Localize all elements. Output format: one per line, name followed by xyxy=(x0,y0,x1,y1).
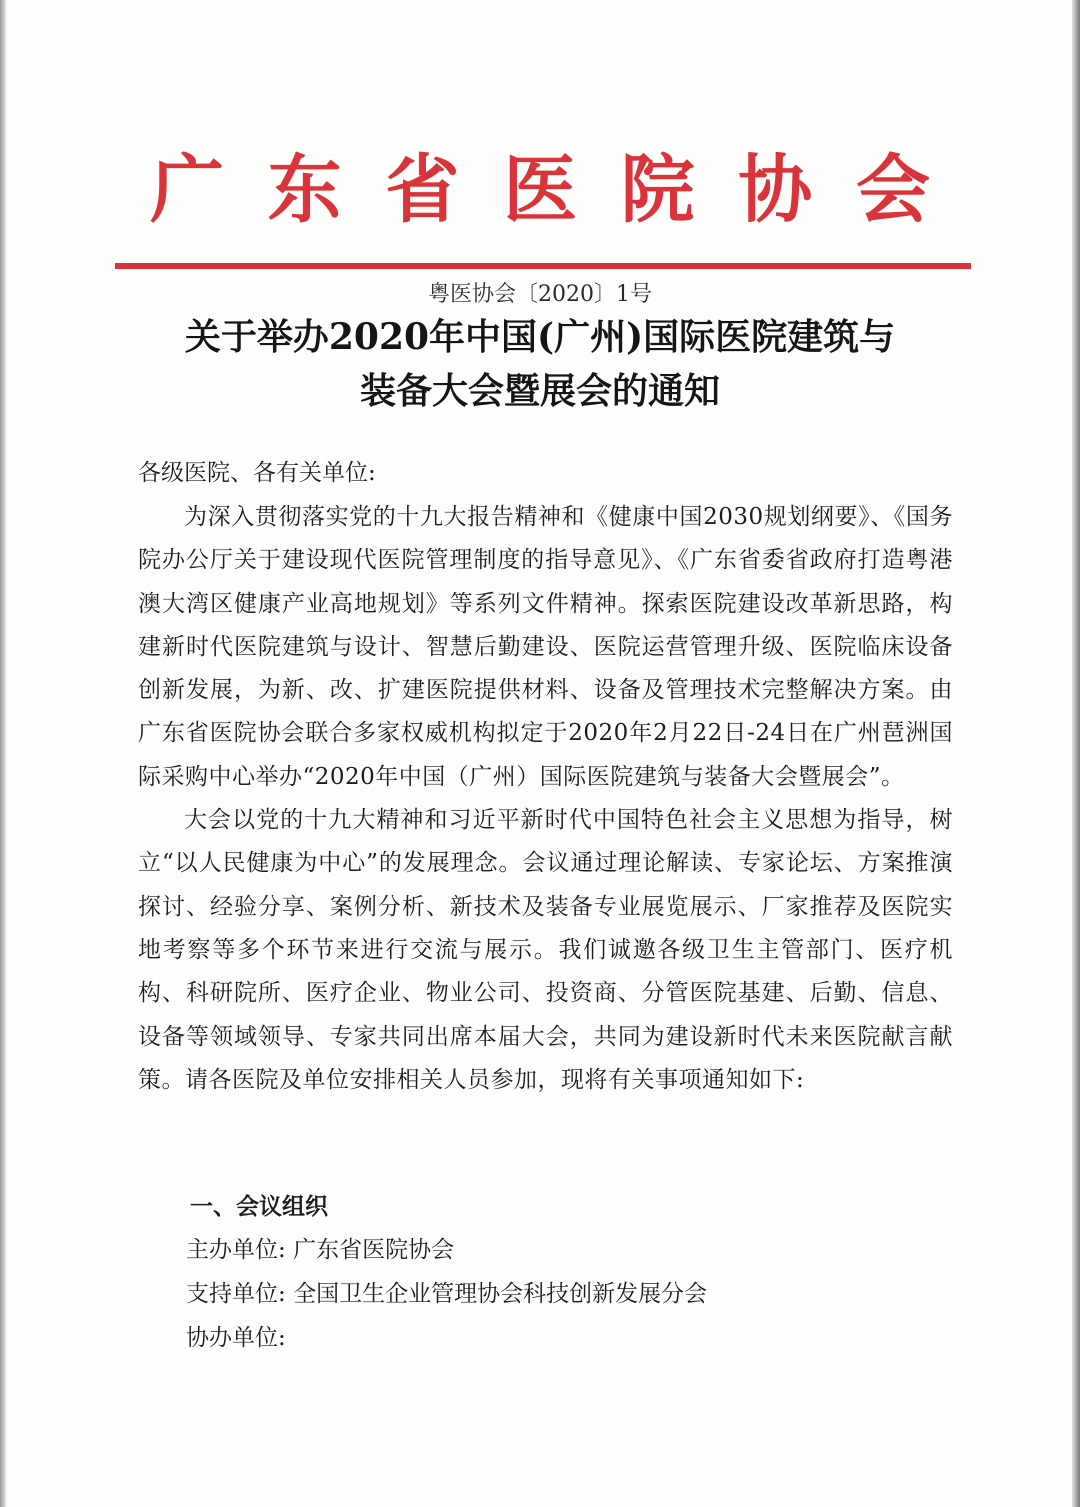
organization-letterhead xyxy=(150,140,930,240)
letterhead-char: 医 xyxy=(502,147,577,233)
host-line xyxy=(186,1228,707,1272)
coorganizer-label: 协办单位: xyxy=(186,1325,286,1351)
salutation: 各级医院、各有关单位: xyxy=(138,460,376,486)
document-number: 粤医协会〔2020〕1号 xyxy=(428,282,652,307)
document-title-line-1: 关于举办2020年中国(广州)国际医院建筑与 xyxy=(184,316,896,358)
organization-list xyxy=(186,1228,707,1360)
letterhead-char: 省 xyxy=(385,147,460,233)
paragraph-1: 为深入贯彻落实党的十九大报告精神和《健康中国2030规划纲要》、《国务院办公厅关于建设现代医院管理制度的指导意见》、《广东省委省政府打造粤港澳大湾区健康产业高地规划》等系列文件精神。探索医院建设改革新思路，构建新时代医院建筑与设计、智慧后勤建设、医院运营管理升级、医院临床设备创新发展，为新、改、扩建医院提供材料、设备及管理技术完整解决方案。由广东省医院协会联合多家权威机构拟定于2020年2月22日-24日在广州琶洲国际采购中心举办“2020年中国（广州）国际医院建筑与装备大会暨展会”。 xyxy=(138,504,953,790)
body-text xyxy=(138,496,953,1102)
page-left-edge-shadow xyxy=(0,0,6,1507)
support-label: 支持单位: xyxy=(186,1281,286,1307)
letterhead-char: 东 xyxy=(267,147,342,233)
letterhead-red-rule xyxy=(115,263,971,269)
document-title xyxy=(100,310,980,418)
support-line xyxy=(186,1272,707,1316)
section-heading-meeting-organization: 一、会议组织 xyxy=(190,1194,328,1220)
paragraph-2: 大会以党的十九大精神和习近平新时代中国特色社会主义思想为指导，树立“以人民健康为中心”的发展理念。会议通过理论解读、专家论坛、方案推演探讨、经验分享、案例分析、新技术及装备专业展览展示、厂家推荐及医院实地考察等多个环节来进行交流与展示。我们诚邀各级卫生主管部门、医疗机构、科研院所、医疗企业、物业公司、投资商、分管医院基建、后勤、信息、设备等领域领导、专家共同出席本届大会，共同为建设新时代未来医院献言献策。请各医院及单位安排相关人员参加，现将有关事项通知如下: xyxy=(138,807,953,1093)
host-value: 广东省医院协会 xyxy=(293,1237,455,1263)
coorganizer-line xyxy=(186,1316,707,1360)
letterhead-char: 协 xyxy=(738,147,813,233)
letterhead-char: 广 xyxy=(150,147,224,233)
letterhead-char: 会 xyxy=(855,147,930,233)
letterhead-char: 院 xyxy=(620,147,695,233)
document-title-line-2: 装备大会暨展会的通知 xyxy=(359,370,720,412)
support-value: 全国卫生企业管理协会科技创新发展分会 xyxy=(293,1281,708,1307)
host-label: 主办单位: xyxy=(186,1237,286,1263)
page-right-edge-shadow xyxy=(1072,0,1080,1507)
